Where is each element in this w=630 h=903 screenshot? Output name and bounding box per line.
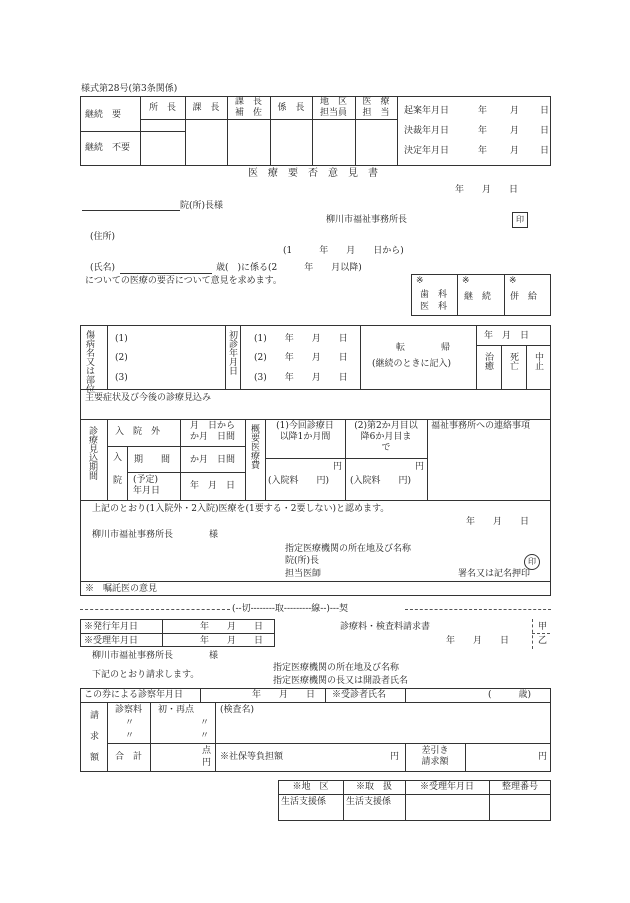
outcome-date: 年 月 日 — [484, 331, 530, 341]
ditto-mark: 〃 — [200, 731, 210, 741]
stamp-continue: 継 続 — [464, 292, 492, 302]
cut-line-right — [405, 609, 551, 610]
yen-label: 円 — [415, 462, 425, 472]
handling-value: 生活支援係 — [346, 797, 392, 807]
ko-mark: 甲 — [538, 622, 548, 632]
stamp-mark: ※ — [509, 276, 517, 286]
disease-item: (1) — [115, 334, 128, 344]
outpatient-period: 月 日から か月 日間 — [189, 421, 235, 442]
outpatient-label: 入 院 外 — [115, 427, 161, 437]
delegated-doctor-label: ※ 嘱託医の意見 — [85, 584, 158, 594]
form-number: 様式第28号(第3条関係) — [81, 84, 178, 94]
exam-date-value: 年 月 日 — [252, 690, 316, 700]
approval-col-chief: 所 長 — [148, 103, 176, 113]
point-label: 点 — [202, 746, 212, 756]
patient-name-label: ※受診者氏名 — [332, 690, 387, 700]
yen-label: 円 — [538, 752, 548, 762]
cost-col2-head: (2)第2か月目以 降6か月目ま で — [354, 421, 418, 453]
stamp-dental: 歯 科 — [420, 290, 448, 300]
cost-label: 概要医療費 — [249, 424, 259, 469]
stamp-medical: 医 科 — [420, 302, 448, 312]
otsu-mark: 乙 — [538, 636, 548, 646]
cut-line-label: (--切--------取---------線--)---契 — [232, 604, 349, 614]
first-visit-row: (1) 年 月 日 — [254, 334, 348, 344]
planned-date-label: (予定) 年月日 — [133, 475, 161, 496]
yen-label: 円 — [202, 758, 212, 768]
exam-name-label: (検査名) — [220, 705, 255, 715]
balance-label: 差引き 請求額 — [421, 746, 449, 767]
period-from: (1 年 月 日から) — [283, 246, 404, 256]
day-label: 日 — [540, 106, 550, 116]
doctor-seal-icon: 印 — [524, 554, 540, 570]
cut-line-left — [80, 609, 230, 610]
confirmed-date-label: 決定年月日 — [404, 146, 450, 156]
reference-number-head: 整理番号 — [501, 782, 538, 792]
ditto-mark: 〃 — [125, 731, 135, 741]
disease-item: (2) — [115, 353, 128, 363]
district-head: ※地 区 — [292, 782, 329, 792]
disease-item: (3) — [115, 373, 128, 383]
outcome-deceased: 死亡 — [508, 352, 518, 370]
first-visit-label: 初診年月日 — [227, 330, 237, 375]
outcome-note: (継続のときに記入) — [372, 359, 452, 369]
total-label: 合 計 — [115, 752, 143, 762]
year-label: 年 — [478, 106, 488, 116]
issue-date-value: 年 月 日 — [200, 622, 264, 632]
approval-date: 年 月 日 — [466, 517, 530, 527]
continue-not-required-label: 継続 不要 — [85, 143, 131, 153]
term-value: か月 日間 — [189, 455, 235, 465]
approval-statement: 上記のとおり(1入院外・2入院)医療を(1要する・2要しない)と認めます。 — [92, 504, 390, 514]
stamp-concurrent: 併 給 — [510, 292, 538, 302]
official-seal-icon: 印 — [512, 212, 528, 228]
claim-request: 下記のとおり請求します。 — [92, 670, 200, 680]
document-title: 医 療 要 否 意 見 書 — [248, 168, 378, 179]
receive-date-label: ※受理年月日 — [84, 636, 139, 646]
receipt-date-head: ※受理年月日 — [419, 782, 474, 792]
exam-date-label: この券による診察年月日 — [84, 690, 184, 700]
addressee: 院(所)長様 — [180, 201, 224, 211]
burden-label: ※社保等負担額 — [220, 752, 284, 762]
outcome-stopped: 中止 — [533, 352, 543, 370]
contact-head: 福祉事務所への連絡事項 — [431, 421, 531, 431]
name-label: (氏名) — [90, 263, 116, 273]
term-label: 期 間 — [134, 455, 171, 465]
draft-date-label: 起案年月日 — [404, 106, 450, 116]
district-value: 生活支援係 — [281, 797, 327, 807]
approval-col-district: 地 区 担当員 — [319, 97, 347, 118]
planned-date-value: 年 月 日 — [189, 481, 235, 491]
ditto-mark: 〃 — [125, 718, 135, 728]
hospital-director: 院(所)長 — [285, 556, 320, 566]
ditto-mark: 〃 — [200, 718, 210, 728]
issue-date-label: ※発行年月日 — [84, 622, 139, 632]
first-visit-row: (3) 年 月 日 — [254, 373, 348, 383]
signature-note: 署名又は記名押印 — [458, 569, 531, 579]
first-visit-row: (2) 年 月 日 — [254, 353, 348, 363]
patient-age: ( 歳) — [488, 690, 532, 700]
outcome-label: 転 帰 — [396, 343, 451, 353]
year-label: 年 — [478, 146, 488, 156]
symptoms-label: 主要症状及び今後の診療見込み — [85, 393, 212, 403]
month-label: 月 — [510, 146, 520, 156]
approval-col-subsection: 係 長 — [277, 103, 305, 113]
year-label: 年 — [478, 126, 488, 136]
continue-required-label: 継続 要 — [85, 110, 122, 120]
approval-col-medical: 医 療 担 当 — [362, 97, 390, 118]
claim-date: 年 月 日 — [446, 636, 510, 646]
day-label: 日 — [540, 126, 550, 136]
claim-institution-head: 指定医療機関の長又は開設者氏名 — [273, 676, 409, 686]
request-text: についての医療の要否について意見を求めます。 — [85, 276, 282, 286]
claim-institution: 指定医療機関の所在地及び名称 — [273, 663, 400, 673]
address-label: (住所) — [90, 232, 116, 242]
fee-cols: 初・再点 — [158, 705, 195, 715]
decision-date-label: 決裁年月日 — [404, 126, 450, 136]
disease-label: 傷病名又は部位 — [84, 330, 94, 393]
stamp-mark: ※ — [462, 276, 470, 286]
fee-head: 診察料 — [115, 705, 143, 715]
yen-label: 円 — [390, 752, 400, 762]
period-label: 診療見込期間 — [87, 426, 97, 480]
issuer-name: 柳川市福祉事務所長 — [326, 215, 408, 225]
month-label: 月 — [510, 126, 520, 136]
day-label: 日 — [540, 146, 550, 156]
age-and-period: 歳( )に係る(2 年 月以降) — [216, 263, 362, 273]
claim-title: 診療料・検査料請求書 — [340, 622, 431, 632]
month-label: 月 — [510, 106, 520, 116]
approval-col-section-chief: 課 長 — [192, 103, 220, 113]
document-date: 年 月 日 — [455, 185, 519, 195]
handling-head: ※取 扱 — [355, 782, 392, 792]
approval-col-assistant: 課 長 補 佐 — [234, 97, 262, 118]
outcome-cured: 治癒 — [483, 352, 493, 370]
hospital-address: 指定医療機関の所在地及び名称 — [285, 544, 412, 554]
cost-col1-head: (1)今回診療日 以降1か月間 — [276, 421, 334, 442]
claim-amount-label: 請求額 — [88, 710, 98, 773]
inpatient-fee: (入院料 円) — [268, 476, 330, 486]
claim-to: 柳川市福祉事務所長 様 — [92, 651, 219, 661]
inpatient-fee: (入院料 円) — [350, 476, 412, 486]
inpatient-label: 入院 — [111, 452, 121, 498]
attending-doctor: 担当医師 — [285, 569, 322, 579]
yen-label: 円 — [333, 462, 343, 472]
to-issuer: 柳川市福祉事務所長 様 — [92, 530, 219, 540]
receive-date-value: 年 月 日 — [200, 636, 264, 646]
stamp-mark: ※ — [416, 276, 424, 286]
